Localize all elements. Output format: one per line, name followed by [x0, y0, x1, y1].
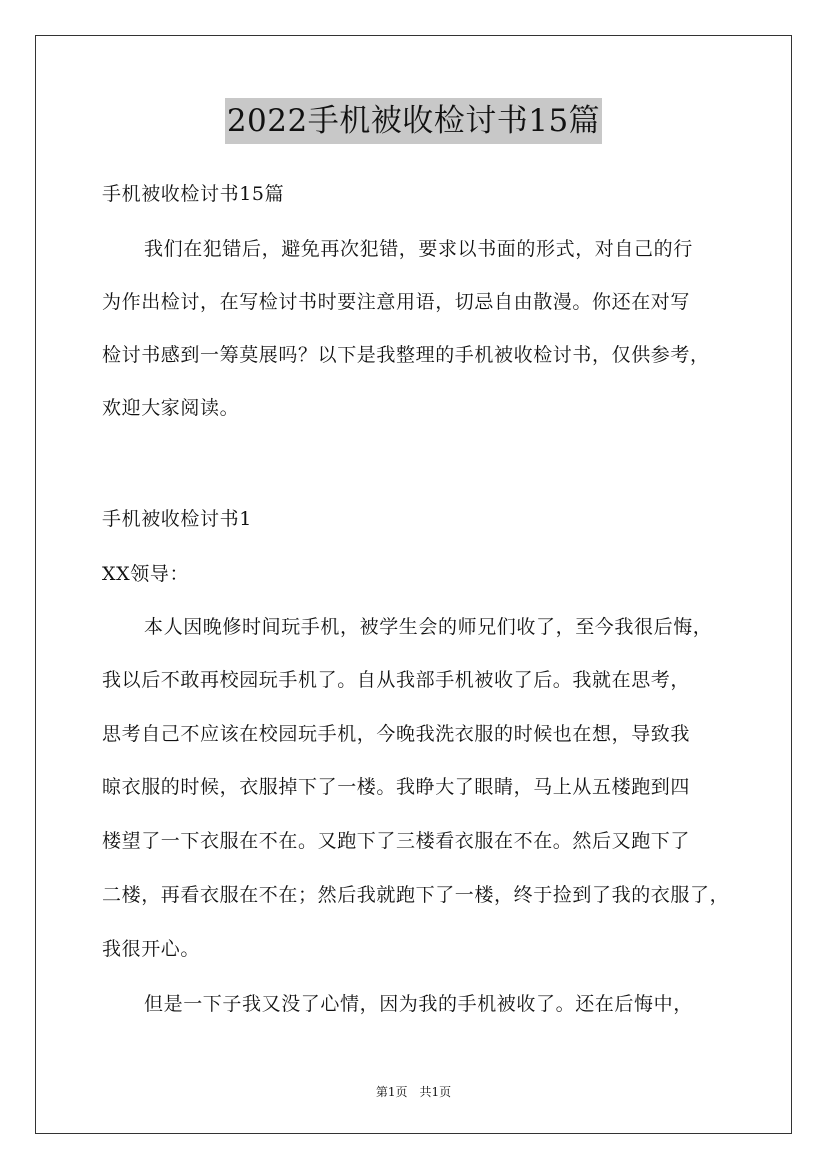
salutation: XX领导：: [102, 563, 190, 585]
paragraph-line: 我以后不敢再校园玩手机了。自从我部手机被收了后。我就在思考，: [102, 669, 691, 691]
subtitle: 手机被收检讨书15篇: [102, 183, 285, 205]
paragraph-line: 楼望了一下衣服在不在。又跑下了三楼看衣服在不在。然后又跑下了: [102, 830, 691, 852]
paragraph-line: 欢迎大家阅读。: [102, 397, 240, 419]
paragraph-line: 但是一下子我又没了心情，因为我的手机被收了。还在后悔中，: [144, 993, 693, 1015]
paragraph-line: 我很开心。: [102, 938, 201, 960]
paragraph-line: 检讨书感到一筹莫展吗？以下是我整理的手机被收检讨书，仅供参考，: [102, 344, 710, 366]
paragraph-line: 晾衣服的时候，衣服掉下了一楼。我睁大了眼睛，马上从五楼跑到四: [102, 776, 691, 798]
paragraph-line: 为作出检讨，在写检讨书时要注意用语，切忌自由散漫。你还在对写: [102, 291, 691, 313]
paragraph-line: 我们在犯错后，避免再次犯错，要求以书面的形式，对自己的行: [144, 238, 693, 260]
page-footer: 第1页 共1页: [375, 1085, 452, 1099]
paragraph-line: 思考自己不应该在校园玩手机，今晚我洗衣服的时候也在想，导致我: [102, 723, 691, 745]
paragraph-line: 二楼，再看衣服在不在；然后我就跑下了一楼，终于捡到了我的衣服了，: [102, 884, 730, 906]
title-wrap: [0, 98, 827, 144]
paragraph-line: 本人因晚修时间玩手机，被学生会的师兄们收了，至今我很后悔，: [144, 616, 713, 638]
document-title: 2022手机被收检讨书15篇: [225, 98, 602, 144]
section-heading: 手机被收检讨书1: [102, 508, 252, 530]
